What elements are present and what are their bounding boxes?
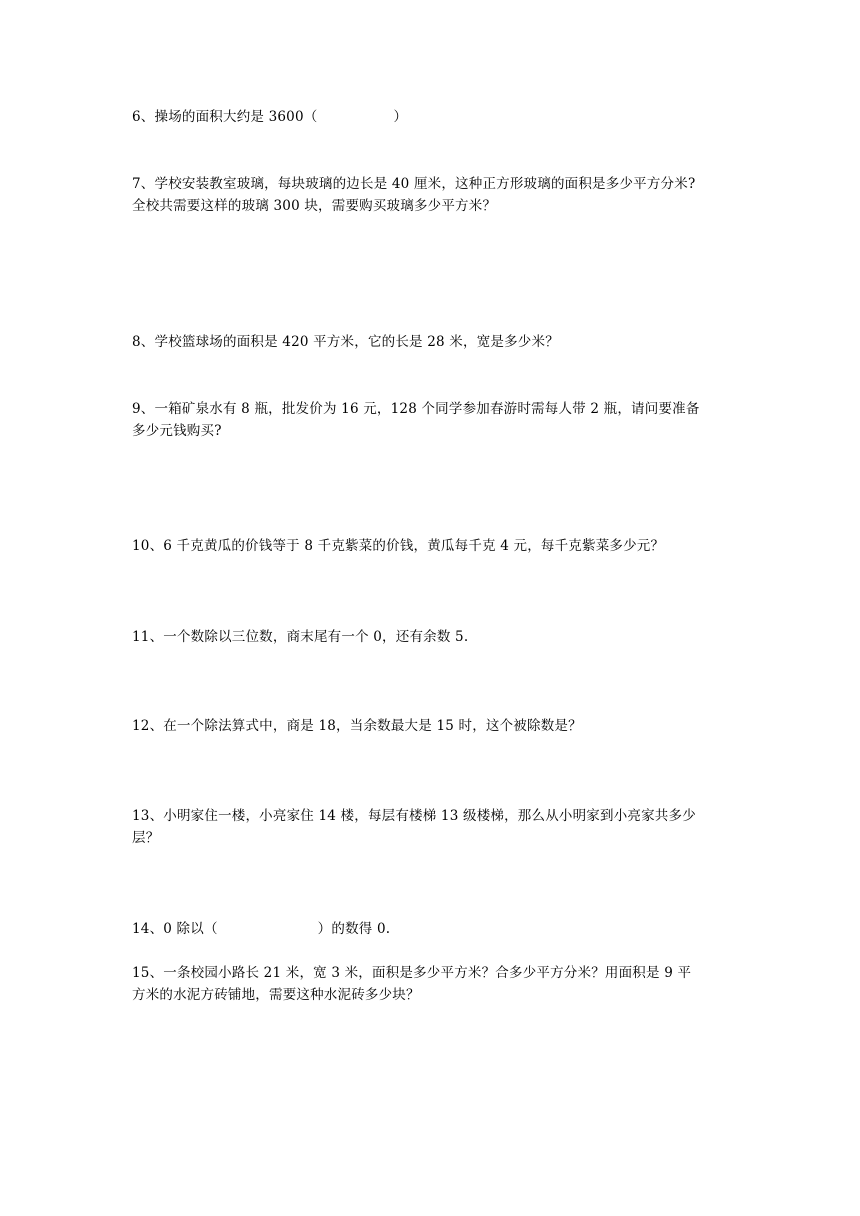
question-12 (132, 715, 732, 737)
question-8 (132, 331, 732, 353)
question-15 (132, 962, 732, 1006)
question-6-closing: ） (393, 109, 408, 125)
question-9-line-1: 9、一箱矿泉水有 8 瓶，批发价为 16 元，128 个同学参加春游时需每人带 2 瓶，请问要准备 (132, 401, 700, 417)
question-7 (132, 173, 732, 217)
question-9 (132, 398, 732, 442)
question-14-closing: ）的数得 0. (317, 921, 391, 937)
question-12-text: 12、在一个除法算式中，商是 18，当余数最大是 15 时，这个被除数是？ (132, 718, 582, 734)
question-8-text: 8、学校篮球场的面积是 420 平方米，它的长是 28 米，宽是多少米？ (132, 334, 559, 350)
question-14 (132, 918, 732, 940)
answer-blank-6[interactable] (317, 106, 393, 128)
question-6-text: 6、操场的面积大约是 3600（ (132, 109, 318, 125)
question-10 (132, 535, 732, 557)
question-7-line-1: 7、学校安装教室玻璃，每块玻璃的边长是 40 厘米，这种正方形玻璃的面积是多少平方分米? (132, 176, 696, 192)
answer-blank-14[interactable] (218, 918, 318, 940)
question-6 (132, 106, 732, 128)
question-11 (132, 626, 732, 648)
question-15-line-2: 方米的水泥方砖铺地，需要这种水泥砖多少块？ (132, 987, 420, 1003)
question-13-line-2: 层？ (132, 830, 160, 846)
question-7-line-2: 全校共需要这样的玻璃 300 块，需要购买玻璃多少平方米？ (132, 198, 497, 214)
question-11-text: 11、一个数除以三位数，商末尾有一个 0，还有余数 5. (132, 629, 469, 645)
question-13 (132, 805, 732, 849)
question-9-line-2: 多少元钱购买? (132, 423, 222, 439)
question-15-line-1: 15、一条校园小路长 21 米，宽 3 米，面积是多少平方米？合多少平方分米？用面积是 9 平 (132, 965, 692, 981)
question-14-text: 14、0 除以（ (132, 921, 218, 937)
question-13-line-1: 13、小明家住一楼，小亮家住 14 楼，每层有楼梯 13 级楼梯，那么从小明家到小亮家共多少 (132, 808, 696, 824)
question-10-text: 10、6 千克黄瓜的价钱等于 8 千克紫菜的价钱，黄瓜每千克 4 元，每千克紫菜多少元？ (132, 538, 665, 554)
